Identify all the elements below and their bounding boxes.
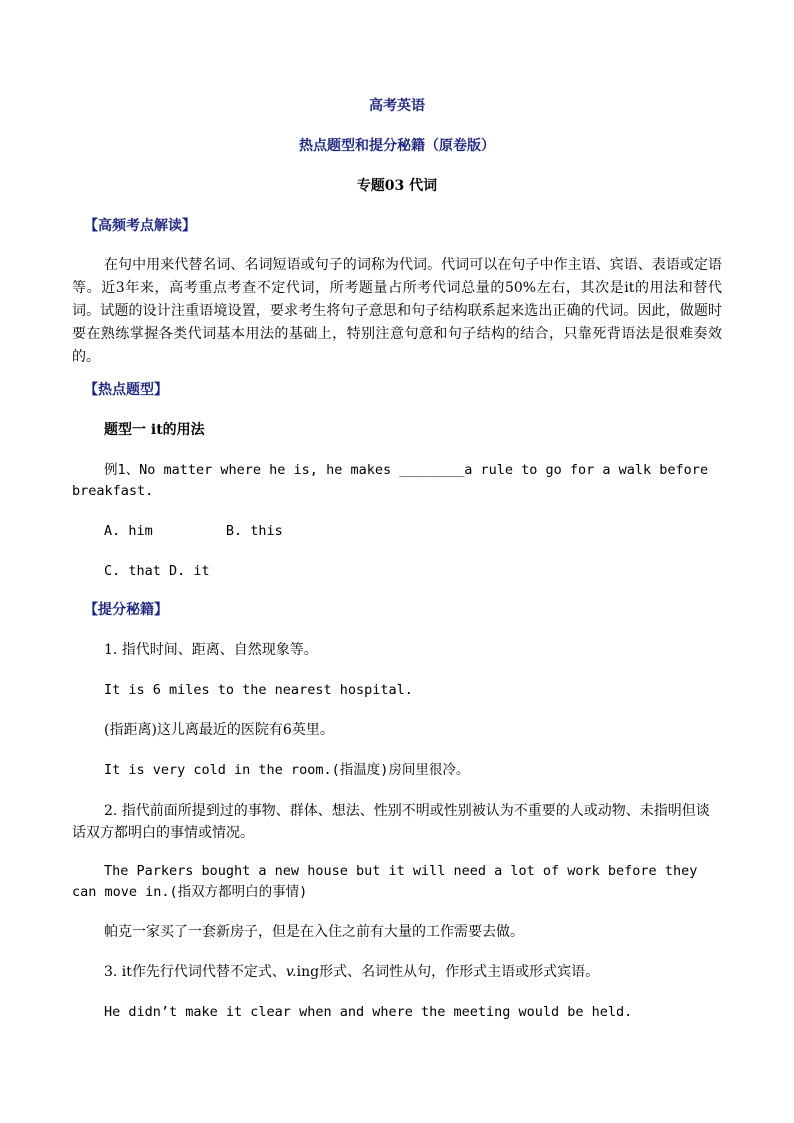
tip-3-text-pre: 3. it作先行代词代替不定式、 [104,964,286,980]
section-heading-key-points: 【高频考点解读】 [84,218,196,234]
intro-paragraph: 在句中用来代替名词、名词短语或句子的词称为代词。代词可以在句子中作主语、宾语、表语或定语等。近3年来，高考重点考查不定代词，所考题量占所考代词总量的50%左右，其次是it的用法和替代词。试题的设计注重语境设置，要求考生将句子意思和句子结构联系起来选出正确的代词。因此，做题时要在熟练掌握各类代词基本用法的基础上，特别注意句意和句子结构的结合，只靠死背语法是很难奏效的。 [72,257,722,365]
tip-3 [104,962,722,982]
tip-1-example-2: It is very cold in the room.(指温度)房间里很冷。 [104,762,470,778]
tip-2: 2. 指代前面所提到过的事物、群体、想法、性别不明或性别被认为不重要的人或动物、未指明但谈话双方都明白的事情或情况。 [72,803,710,841]
tip-3-text-post: ing形式、名词性从句，作形式主语或形式宾语。 [296,964,600,980]
doc-subtitle: 热点题型和提分秘籍（原卷版） [299,138,495,154]
question-type-1: 题型一 it的用法 [104,422,205,438]
tip-3-verb-abbrev: v. [285,964,297,980]
topic-title: 专题03 代词 [356,178,438,194]
tip-1-example-1: It is 6 miles to the nearest hospital. [104,682,413,698]
tip-1: 1. 指代时间、距离、自然现象等。 [104,642,318,658]
options-c-d: C. that D. it [104,563,210,579]
tip-3-example: He didn’t make it clear when and where the meeting would be held. [104,1004,633,1020]
section-heading-tips: 【提分秘籍】 [84,602,168,618]
doc-title: 高考英语 [369,98,425,114]
tip-1-example-1-translation: (指距离)这儿离最近的医院有6英里。 [104,722,334,738]
tip-2-example: The Parkers bought a new house but it will need a lot of work before they can move in.(指双方都明白的事情) [72,863,698,900]
example-question: 例1、No matter where he is, he makes ________a rule to go for a walk before breakfast. [72,462,709,499]
section-heading-hot-types: 【热点题型】 [84,382,168,398]
tip-2-example-translation: 帕克一家买了一套新房子，但是在入住之前有大量的工作需要去做。 [104,924,524,940]
options-a-b: A. him B. this [104,523,283,539]
